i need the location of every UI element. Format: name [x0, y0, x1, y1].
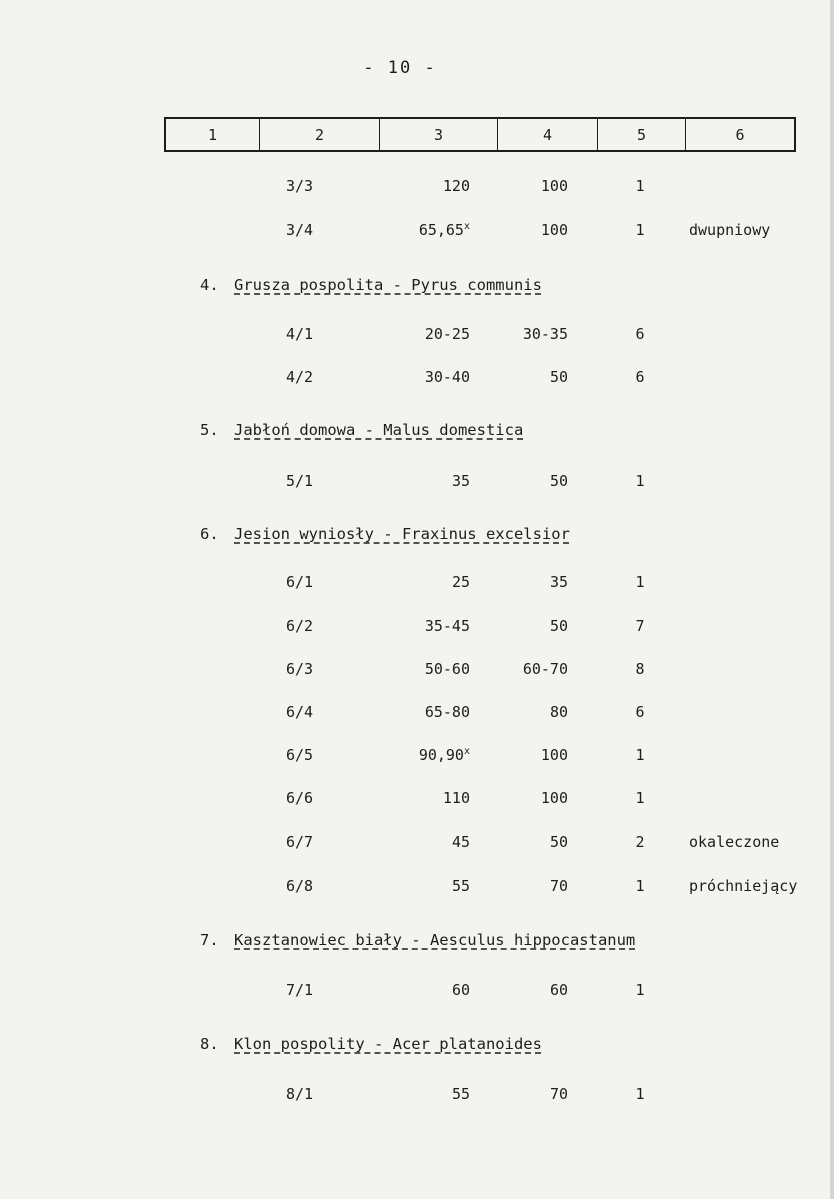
cell-count: 1: [635, 472, 645, 490]
cell-tree-number: 6/3: [286, 660, 314, 678]
cell-count: 7: [635, 617, 645, 635]
cell-count: 1: [635, 573, 645, 591]
cell-height: 50: [549, 617, 568, 635]
table-row: [0, 325, 834, 345]
cell-tree-number: 8/1: [286, 1085, 314, 1103]
cell-tree-number: 4/1: [286, 325, 314, 343]
cell-height: 80: [549, 703, 568, 721]
cell-count: 2: [635, 833, 645, 851]
cell-count: 1: [635, 877, 645, 895]
table-row: [0, 660, 834, 680]
superscript-mark: x: [463, 221, 470, 232]
cell-height: 50: [549, 833, 568, 851]
cell-diameter: 65,65$^x$: [418, 221, 470, 239]
cell-tree-number: 6/5: [286, 746, 314, 764]
cell-diameter: 120: [442, 177, 470, 195]
cell-height: 100: [540, 177, 568, 195]
cell-diameter: 45: [451, 833, 470, 851]
cell-tree-number: 6/6: [286, 789, 314, 807]
table-row: [0, 368, 834, 388]
cell-diameter: 110: [442, 789, 470, 807]
section-number: 7.: [200, 931, 219, 949]
section-name: Jesion wyniosły - Fraxinus excelsior: [234, 525, 570, 543]
table-row: [0, 789, 834, 809]
section-heading: [200, 931, 635, 949]
section-heading: [200, 525, 570, 543]
cell-diameter: 35-45: [424, 617, 470, 635]
cell-tree-number: 6/8: [286, 877, 314, 895]
header-cell-6: 6: [735, 125, 745, 144]
page-number: - 10 -: [363, 58, 437, 78]
cell-count: 6: [635, 368, 645, 386]
section-name: Jabłoń domowa - Malus domestica: [234, 421, 524, 439]
cell-diameter: 55: [451, 877, 470, 895]
cell-tree-number: 3/4: [286, 221, 314, 239]
cell-height: 30-35: [522, 325, 568, 343]
cell-diameter: 65-80: [424, 703, 470, 721]
section-heading: [200, 421, 523, 439]
cell-count: 6: [635, 325, 645, 343]
table-row: [0, 472, 834, 492]
cell-height: 100: [540, 746, 568, 764]
section-name: Grusza pospolita - Pyrus communis: [234, 276, 542, 294]
cell-height: 50: [549, 472, 568, 490]
cell-diameter: 35: [451, 472, 470, 490]
cell-diameter: 90,90$^x$: [418, 746, 470, 764]
header-cell-5: 5: [598, 119, 686, 150]
section-number: 6.: [200, 525, 219, 543]
section-heading: [200, 1035, 542, 1053]
cell-note: próchniejący: [689, 877, 798, 895]
cell-count: 6: [635, 703, 645, 721]
cell-tree-number: 6/1: [286, 573, 314, 591]
section-heading: [200, 276, 542, 294]
cell-height: 70: [549, 877, 568, 895]
table-row: [0, 833, 834, 853]
cell-tree-number: 7/1: [286, 981, 314, 999]
section-name: Klon pospolity - Acer platanoides: [234, 1035, 542, 1053]
cell-height: 100: [540, 221, 568, 239]
table-row: [0, 877, 834, 897]
cell-tree-number: 6/4: [286, 703, 314, 721]
table-row: [0, 617, 834, 637]
cell-diameter: 20-25: [424, 325, 470, 343]
cell-note: dwupniowy: [689, 221, 771, 239]
superscript-mark: x: [463, 746, 470, 757]
header-cell-4: 4: [498, 119, 598, 150]
cell-height: 60-70: [522, 660, 568, 678]
table-row: [0, 221, 834, 241]
cell-diameter: 25: [451, 573, 470, 591]
table-row: [0, 177, 834, 197]
section-number: 8.: [200, 1035, 219, 1053]
table-row: [0, 573, 834, 593]
cell-count: 8: [635, 660, 645, 678]
cell-height: 35: [549, 573, 568, 591]
cell-height: 100: [540, 789, 568, 807]
cell-tree-number: 3/3: [286, 177, 314, 195]
table-header: [164, 117, 796, 152]
header-cell-3: 3: [380, 119, 498, 150]
cell-tree-number: 4/2: [286, 368, 314, 386]
section-name: Kasztanowiec biały - Aesculus hippocastanum: [234, 931, 636, 949]
header-cell-2: 2: [260, 119, 380, 150]
table-row: [0, 746, 834, 766]
cell-diameter: 60: [451, 981, 470, 999]
cell-height: 50: [549, 368, 568, 386]
section-number: 5.: [200, 421, 219, 439]
cell-count: 1: [635, 789, 645, 807]
cell-count: 1: [635, 981, 645, 999]
cell-diameter: 50-60: [424, 660, 470, 678]
cell-count: 1: [635, 1085, 645, 1103]
cell-count: 1: [635, 746, 645, 764]
cell-tree-number: 6/2: [286, 617, 314, 635]
cell-tree-number: 5/1: [286, 472, 314, 490]
header-cell-1: 1: [166, 119, 260, 150]
section-number: 4.: [200, 276, 219, 294]
cell-count: 1: [635, 177, 645, 195]
table-row: [0, 703, 834, 723]
cell-diameter: 55: [451, 1085, 470, 1103]
cell-height: 70: [549, 1085, 568, 1103]
cell-count: 1: [635, 221, 645, 239]
cell-tree-number: 6/7: [286, 833, 314, 851]
table-row: [0, 981, 834, 1001]
cell-diameter: 30-40: [424, 368, 470, 386]
cell-height: 60: [549, 981, 568, 999]
table-row: [0, 1085, 834, 1105]
cell-note: okaleczone: [689, 833, 780, 851]
